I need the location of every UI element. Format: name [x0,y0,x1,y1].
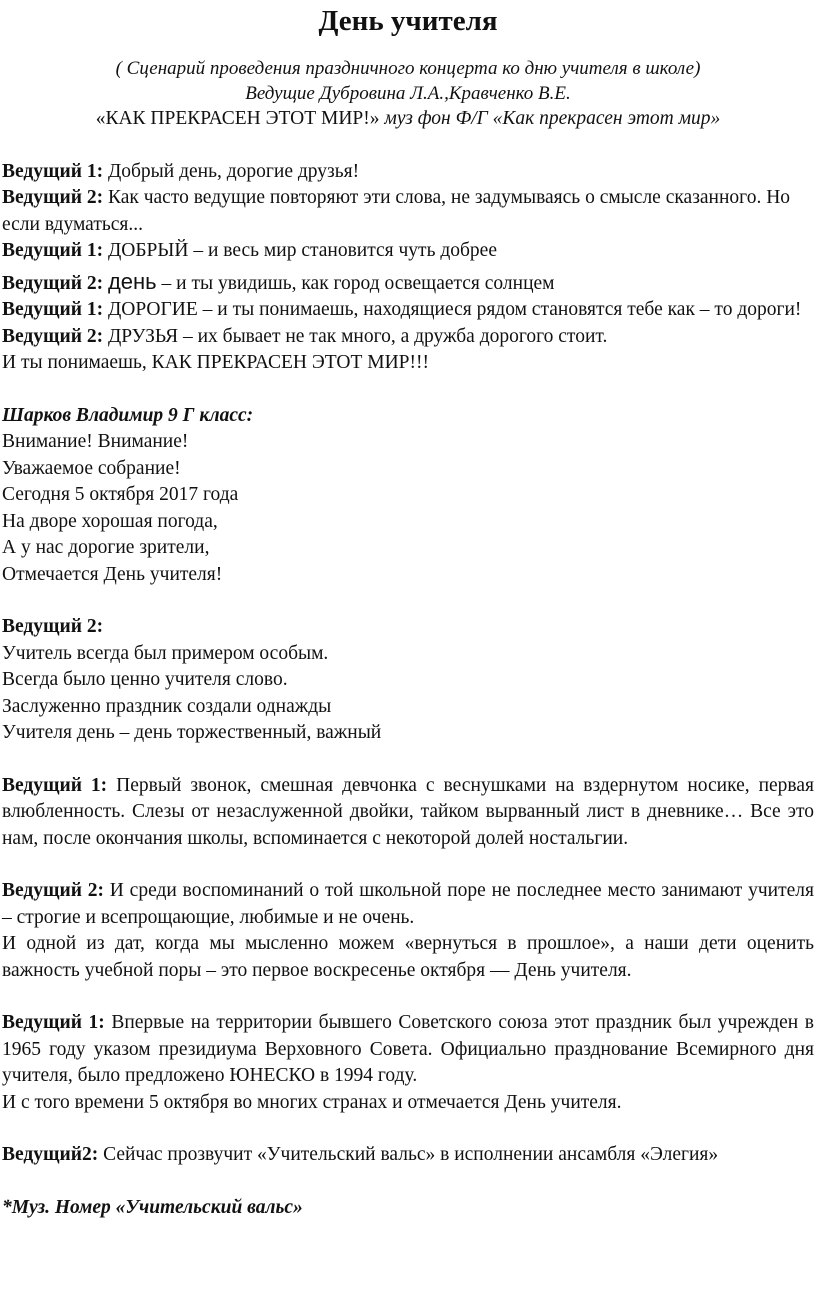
speaker-label: Ведущий 1: [2,160,104,182]
speaker-label: Ведущий 2: [2,272,104,294]
speaker-label: Ведущий 2: [2,187,104,208]
subtitle-scenario: ( Сценарий проведения праздничного концерта ко дню учителя в школе) [115,58,701,79]
intro-line-2: Ведущий 2: Как часто ведущие повторяют эти слова, не задумываясь о смысле сказанного. Но если вдуматься... [2,187,791,235]
word-day: день [107,268,157,294]
poem1-line: Сегодня 5 октября 2017 года [2,484,239,505]
theme-quote: «КАК ПРЕКРАСЕН ЭТОТ МИР!» [95,108,380,129]
poem2-line: Заслуженно праздник создали однажды [2,695,332,717]
intro-line-4: Ведущий 2: день – и ты увидишь, как город освещается солнцем [2,268,555,294]
poem1-line: На дворе хорошая погода, [2,510,218,532]
poem1-line: Уважаемое собрание! [2,457,181,479]
speaker-label: Ведущий 1: [2,299,104,320]
speaker-label: Ведущий 2: [2,880,104,901]
paragraph-waltz: Ведущий2: Сейчас прозвучит «Учительский вальс» в исполнении ансамбля «Элегия» [2,1144,719,1165]
speaker-label: Ведущий 1: [2,774,108,796]
speaker-label: Ведущий 2: [2,616,104,637]
poem2-line: Учителя день – день торжественный, важный [2,722,382,743]
subtitle-theme [0,106,816,133]
page-title: День учителя [318,5,498,37]
intro-line-3: Ведущий 1: ДОБРЫЙ – и весь мир становится чуть добрее [2,240,497,261]
poem1-line: Внимание! Внимание! [2,431,189,452]
paragraph-history: Ведущий 1: Впервые на территории бывшего Советского союза этот праздник был учрежден в 1965 году указом президиума Верховного Совета. Официально празднование Всемирного дня учителя, было предложено ЮНЕСКО в 1994 году. [2,1012,814,1086]
speaker-label: Ведущий 1: [2,1012,105,1033]
speaker-label: Ведущий 1: [2,240,104,261]
music-number: *Муз. Номер «Учительский вальс» [2,1196,303,1218]
speaker-label: Ведущий 2: [2,325,104,347]
poem2-line: Всегда было ценно учителя слово. [2,669,288,690]
intro-line-1: Ведущий 1: Добрый день, дорогие друзья! [2,160,360,182]
subtitle-hosts: Ведущие Дубровина Л.А.,Кравченко В.Е. [245,83,571,104]
paragraph-memories-2: И одной из дат, когда мы мысленно можем «вернуться в прошлое», а наши дети оценить важность учебной поры – это первое воскресенье октября — День учителя. [2,933,814,981]
poem2-line: Учитель всегда был примером особым. [2,642,329,664]
poem1-line: Отмечается День учителя! [2,563,223,585]
intro-line-6: Ведущий 2: ДРУЗЬЯ – их бывает не так много, а дружба дорогого стоит. [2,325,608,347]
speaker-sharkov: Шарков Владимир 9 Г класс: [2,404,254,426]
intro-line-7: И ты понимаешь, КАК ПРЕКРАСЕН ЭТОТ МИР!!! [2,352,429,373]
paragraph-memories: Ведущий 2: И среди воспоминаний о той школьной поре не последнее место занимают учителя – строгие и всепрощающие, любимые и не очень. [2,880,814,928]
speaker-label: Ведущий2: [2,1144,104,1165]
intro-line-5: Ведущий 1: ДОРОГИЕ – и ты понимаешь, находящиеся рядом становятся тебе как – то дороги! [2,299,802,320]
theme-music: муз фон Ф/Г «Как прекрасен этот мир» [379,108,721,129]
script-body [0,133,816,1222]
paragraph-first-bell: Ведущий 1: Первый звонок, смешная девчонка с веснушками на вздернутом носике, первая влюбленность. Слезы от незаслуженной двойки, тайком вырванный лист в дневнике… Все это нам, после окончания школы, вспоминается с некоторой долей ностальгии. [2,774,814,849]
poem1-line: А у нас дорогие зрители, [2,537,210,558]
paragraph-history-2: И с того времени 5 октября во многих странах и отмечается День учителя. [2,1091,622,1113]
